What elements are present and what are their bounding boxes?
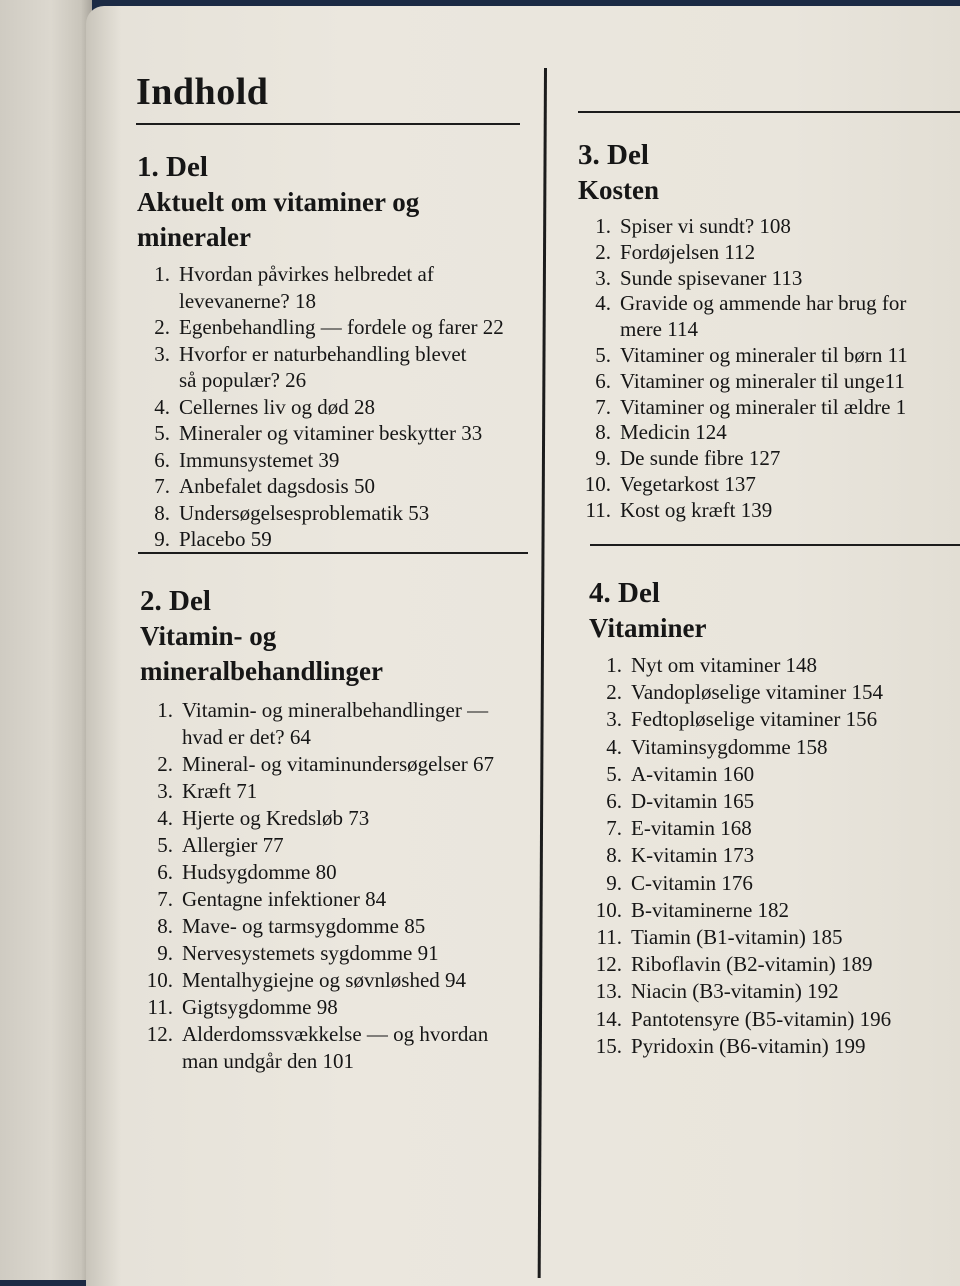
toc-item-text: Spiser vi sundt? 108 bbox=[620, 214, 791, 238]
toc-item[interactable] bbox=[578, 291, 960, 343]
toc-item-number: 8. bbox=[595, 420, 611, 445]
toc-item-text: Immunsystemet 39 bbox=[179, 447, 340, 472]
toc-item-number: 6. bbox=[154, 447, 170, 472]
toc-item-text: Mentalhygiejne og søvnløshed 94 bbox=[182, 968, 467, 992]
toc-item[interactable] bbox=[137, 341, 542, 394]
toc-item-text: Vitaminer og mineraler til ældre 1 bbox=[620, 394, 907, 419]
toc-item-text: Hvordan påvirkes helbredet af levevanerne? 18 bbox=[179, 262, 434, 313]
toc-item-text: Tiamin (B1-vitamin) 185 bbox=[631, 925, 843, 950]
toc-list bbox=[589, 652, 960, 1060]
toc-item-text: Anbefalet dagsdosis 50 bbox=[179, 474, 375, 498]
toc-item-text: Hudsygdomme 80 bbox=[182, 860, 337, 884]
part-2 bbox=[140, 584, 545, 1075]
toc-item-number: 12. bbox=[146, 1022, 173, 1046]
toc-item-text: Kost og kræft 139 bbox=[620, 497, 773, 522]
toc-item-number: 8. bbox=[606, 843, 622, 868]
toc-item-text: Pyridoxin (B6-vitamin) 199 bbox=[631, 1033, 866, 1058]
toc-item-number: 15. bbox=[595, 1033, 622, 1058]
toc-item-text: Mineral- og vitaminundersøgelser 67 bbox=[182, 752, 495, 776]
section-rule bbox=[590, 544, 960, 546]
left-page-edge bbox=[0, 0, 92, 1280]
toc-item[interactable] bbox=[140, 967, 545, 994]
part-number: 1. Del bbox=[137, 151, 208, 183]
toc-item-number: 2. bbox=[595, 239, 611, 264]
toc-item-text: Mineraler og vitaminer beskytter 33 bbox=[179, 421, 483, 445]
toc-item[interactable] bbox=[137, 420, 542, 447]
toc-item[interactable] bbox=[589, 1006, 960, 1033]
toc-item-number: 9. bbox=[157, 941, 173, 965]
toc-item-number: 10. bbox=[595, 897, 622, 922]
toc-item-text: Alderdomssvækkelse — og hvordan man undgår den 101 bbox=[182, 1022, 489, 1073]
toc-item-text: Vandopløselige vitaminer 154 bbox=[631, 680, 883, 705]
toc-item[interactable] bbox=[589, 870, 960, 897]
toc-item-text: Allergier 77 bbox=[182, 833, 284, 857]
toc-item[interactable] bbox=[589, 815, 960, 842]
toc-item-text: D-vitamin 165 bbox=[631, 789, 755, 814]
toc-item[interactable] bbox=[140, 832, 545, 859]
toc-item[interactable] bbox=[578, 343, 960, 369]
part-1 bbox=[137, 150, 542, 553]
toc-item-number: 11. bbox=[585, 497, 611, 522]
toc-list bbox=[140, 697, 545, 1075]
toc-item[interactable] bbox=[137, 314, 542, 341]
toc-item-text: A-vitamin 160 bbox=[631, 761, 755, 786]
part-number: 3. Del bbox=[578, 139, 649, 171]
toc-item-text: Vegetarkost 137 bbox=[620, 471, 756, 496]
toc-item-number: 3. bbox=[595, 265, 611, 290]
toc-item-text: Vitaminsygdomme 158 bbox=[631, 734, 828, 759]
toc-item[interactable] bbox=[589, 706, 960, 733]
toc-item-number: 7. bbox=[154, 474, 170, 498]
toc-item[interactable] bbox=[137, 394, 542, 421]
toc-item-text: Sunde spisevaner 113 bbox=[620, 265, 803, 290]
toc-item[interactable] bbox=[137, 473, 542, 500]
part-3 bbox=[578, 138, 960, 524]
toc-item[interactable] bbox=[589, 679, 960, 706]
toc-item-number: 5. bbox=[154, 421, 170, 445]
toc-item[interactable] bbox=[137, 447, 542, 474]
toc-item-number: 5. bbox=[157, 833, 173, 857]
toc-item[interactable] bbox=[140, 859, 545, 886]
toc-item-number: 7. bbox=[606, 816, 622, 841]
toc-item[interactable] bbox=[140, 886, 545, 913]
toc-item-text: Placebo 59 bbox=[179, 527, 272, 551]
part-heading: Aktuelt om vitaminer og mineraler bbox=[137, 187, 420, 252]
toc-item[interactable] bbox=[578, 240, 960, 266]
toc-item-number: 2. bbox=[157, 752, 173, 776]
part-number: 4. Del bbox=[589, 577, 660, 609]
toc-item-number: 7. bbox=[157, 887, 173, 911]
toc-item-text: Fordøjelsen 112 bbox=[620, 239, 756, 264]
toc-item-number: 8. bbox=[154, 500, 170, 525]
toc-item-text: Kræft 71 bbox=[182, 779, 258, 803]
toc-item-number: 1. bbox=[154, 262, 170, 286]
toc-item-number: 6. bbox=[157, 860, 173, 884]
toc-item-number: 9. bbox=[595, 446, 611, 471]
toc-item-text: C-vitamin 176 bbox=[631, 870, 753, 895]
toc-item-number: 1. bbox=[157, 698, 173, 722]
toc-item-number: 14. bbox=[595, 1006, 622, 1031]
toc-item[interactable] bbox=[578, 266, 960, 292]
toc-item-text: Gentagne infektioner 84 bbox=[182, 887, 387, 911]
toc-item-number: 7. bbox=[595, 394, 611, 419]
toc-item[interactable] bbox=[137, 261, 542, 314]
toc-item-number: 8. bbox=[157, 914, 173, 938]
toc-item-text: B-vitaminerne 182 bbox=[631, 897, 790, 922]
toc-item-text: Vitamin- og mineralbehandlinger — hvad er det? 64 bbox=[182, 698, 489, 749]
toc-item-text: Undersøgelsesproblematik 53 bbox=[179, 500, 430, 525]
toc-item[interactable] bbox=[589, 761, 960, 788]
toc-item[interactable] bbox=[137, 526, 542, 553]
toc-list bbox=[137, 261, 542, 553]
toc-item[interactable] bbox=[140, 940, 545, 967]
toc-item-text: De sunde fibre 127 bbox=[620, 446, 781, 471]
toc-item[interactable] bbox=[140, 805, 545, 832]
toc-item[interactable] bbox=[578, 369, 960, 395]
toc-item[interactable] bbox=[578, 420, 960, 446]
toc-list bbox=[578, 214, 960, 524]
toc-item[interactable] bbox=[589, 924, 960, 951]
toc-item-number: 4. bbox=[154, 394, 170, 419]
toc-item-number: 10. bbox=[584, 471, 611, 496]
part-heading: Vitaminer bbox=[589, 613, 707, 643]
toc-item-text: Hjerte og Kredsløb 73 bbox=[182, 806, 370, 830]
toc-item-number: 4. bbox=[157, 806, 173, 830]
toc-item[interactable] bbox=[140, 1021, 545, 1075]
part-4 bbox=[589, 576, 960, 1060]
toc-item-text: Pantotensyre (B5-vitamin) 196 bbox=[631, 1006, 892, 1031]
toc-item[interactable] bbox=[589, 652, 960, 679]
section-rule bbox=[136, 123, 520, 125]
toc-item-text: Medicin 124 bbox=[620, 420, 727, 445]
part-heading: Kosten bbox=[578, 175, 659, 205]
toc-item[interactable] bbox=[589, 978, 960, 1005]
toc-item[interactable] bbox=[578, 498, 960, 524]
toc-item[interactable] bbox=[137, 500, 542, 527]
toc-item-number: 11. bbox=[596, 925, 622, 950]
toc-item-text: Vitaminer og mineraler til børn 11 bbox=[620, 342, 908, 367]
toc-item-number: 4. bbox=[595, 291, 611, 316]
toc-item-number: 13. bbox=[595, 979, 622, 1004]
toc-item[interactable] bbox=[140, 778, 545, 805]
toc-item-text: Niacin (B3-vitamin) 192 bbox=[631, 979, 839, 1004]
toc-item-text: Egenbehandling — fordele og farer 22 bbox=[179, 315, 504, 339]
toc-item[interactable] bbox=[140, 751, 545, 778]
toc-item-number: 3. bbox=[154, 341, 170, 366]
toc-item[interactable] bbox=[589, 788, 960, 815]
toc-item-text: Hvorfor er naturbehandling blevet så populær? 26 bbox=[179, 341, 467, 392]
toc-item[interactable] bbox=[589, 951, 960, 978]
toc-item-text: Cellernes liv og død 28 bbox=[179, 394, 375, 419]
toc-item-number: 6. bbox=[595, 368, 611, 393]
part-number: 2. Del bbox=[140, 585, 211, 617]
toc-item[interactable] bbox=[140, 697, 545, 751]
toc-item-number: 5. bbox=[595, 342, 611, 367]
toc-item-number: 10. bbox=[146, 968, 173, 992]
toc-item-text: Mave- og tarmsygdomme 85 bbox=[182, 914, 426, 938]
toc-item-text: E-vitamin 168 bbox=[631, 816, 752, 841]
toc-item-number: 2. bbox=[606, 680, 622, 705]
toc-item-text: Fedtopløselige vitaminer 156 bbox=[631, 707, 878, 732]
toc-item-number: 5. bbox=[606, 761, 622, 786]
toc-item-number: 4. bbox=[606, 734, 622, 759]
page-title: Indhold bbox=[136, 71, 269, 113]
toc-item-text: Gigtsygdomme 98 bbox=[182, 995, 338, 1019]
part-heading: Vitamin- og mineralbehandlinger bbox=[140, 621, 384, 686]
section-rule bbox=[578, 111, 960, 113]
toc-item[interactable] bbox=[589, 897, 960, 924]
toc-item-number: 11. bbox=[147, 995, 173, 1019]
toc-item-number: 9. bbox=[154, 527, 170, 551]
toc-item-text: Nyt om vitaminer 148 bbox=[631, 653, 818, 677]
toc-item-text: Riboflavin (B2-vitamin) 189 bbox=[631, 952, 873, 977]
toc-item[interactable] bbox=[140, 994, 545, 1021]
toc-item-number: 1. bbox=[595, 214, 611, 238]
toc-item[interactable] bbox=[578, 472, 960, 498]
toc-item-text: Gravide og ammende har brug for mere 114 bbox=[620, 291, 907, 342]
toc-item-number: 6. bbox=[606, 789, 622, 814]
toc-item-number: 3. bbox=[157, 779, 173, 803]
toc-item-number: 2. bbox=[154, 315, 170, 339]
toc-item[interactable] bbox=[578, 395, 960, 421]
toc-item-text: Vitaminer og mineraler til unge11 bbox=[620, 368, 905, 393]
toc-item[interactable] bbox=[589, 1033, 960, 1060]
toc-item-number: 9. bbox=[606, 870, 622, 895]
toc-item-text: K-vitamin 173 bbox=[631, 843, 755, 868]
toc-item-number: 1. bbox=[606, 653, 622, 677]
toc-item[interactable] bbox=[589, 842, 960, 869]
toc-item-text: Nervesystemets sygdomme 91 bbox=[182, 941, 439, 965]
toc-item[interactable] bbox=[589, 734, 960, 761]
toc-item-number: 12. bbox=[595, 952, 622, 977]
toc-item[interactable] bbox=[578, 446, 960, 472]
toc-item[interactable] bbox=[578, 214, 960, 240]
toc-item[interactable] bbox=[140, 913, 545, 940]
toc-item-number: 3. bbox=[606, 707, 622, 732]
